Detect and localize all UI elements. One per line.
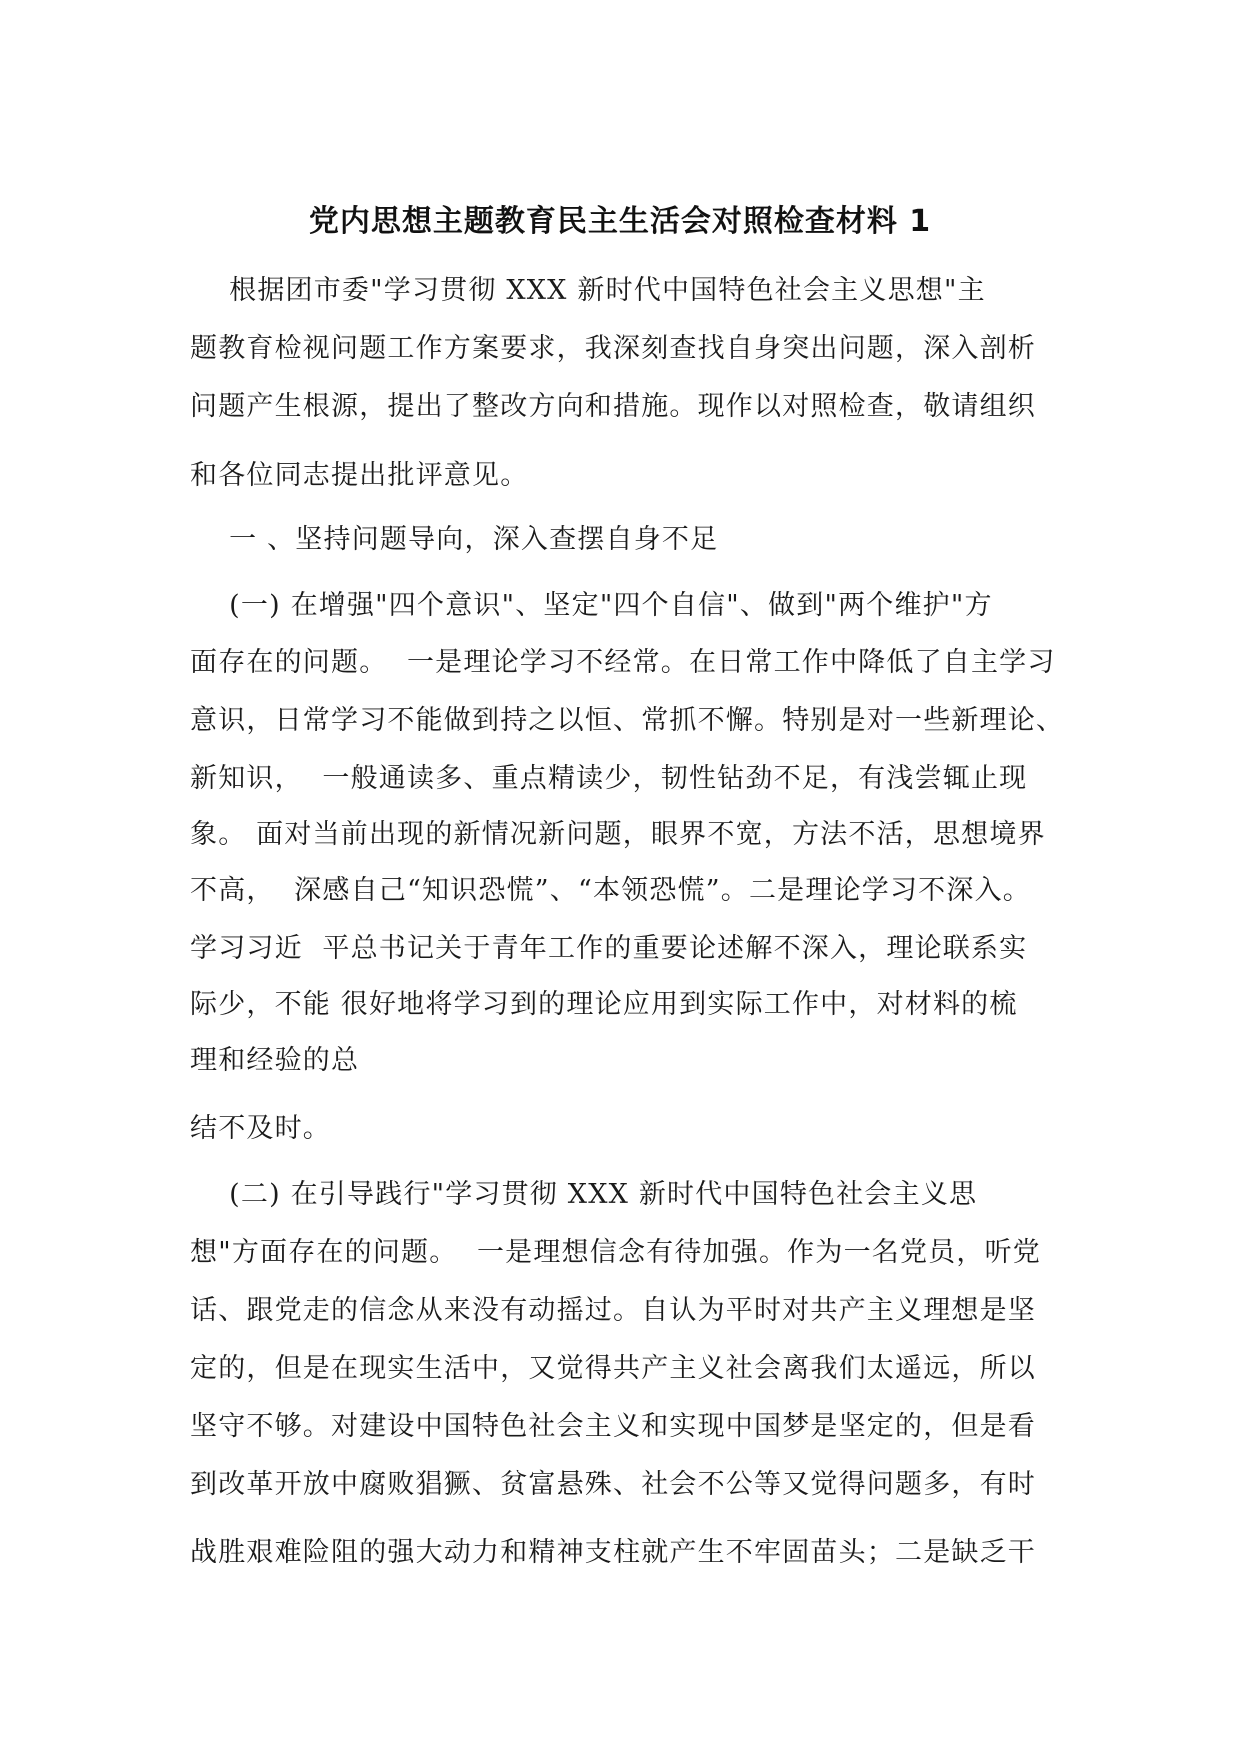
- text-line: 际少，不能 很好地将学习到的理论应用到实际工作中，对材料的梳: [190, 989, 1018, 1020]
- text-line: 到改革开放中腐败猖獗、贫富悬殊、社会不公等又觉得问题多，有时: [190, 1469, 1036, 1500]
- text-line: 学习习近 平总书记关于青年工作的重要论述解不深入，理论联系实: [190, 933, 1028, 964]
- text-line: 战胜艰难险阻的强大动力和精神支柱就产生不牢固苗头；二是缺乏干: [190, 1537, 1036, 1568]
- text-line: 坚守不够。对建设中国特色社会主义和实现中国梦是坚定的，但是看: [190, 1411, 1036, 1442]
- text-line: 定的，但是在现实生活中，又觉得共产主义社会离我们太遥远，所以: [190, 1353, 1036, 1384]
- text-line: 不高， 深感自己“知识恐慌”、“本领恐慌”。二是理论学习不深入。: [190, 875, 1031, 906]
- text-line: 结不及时。: [190, 1113, 331, 1144]
- text-line: 问题产生根源，提出了整改方向和措施。现作以对照检查，敬请组织: [190, 391, 1036, 422]
- document-title: 党内思想主题教育民主生活会对照检查材料 1: [308, 204, 932, 239]
- text-line: 意识，日常学习不能做到持之以恒、常抓不懈。特别是对一些新理论、: [190, 705, 1065, 736]
- text-line: 题教育检视问题工作方案要求，我深刻查找自身突出问题，深入剖析: [190, 333, 1036, 364]
- text-line: 象。 面对当前出现的新情况新问题，眼界不宽，方法不活，思想境界: [190, 819, 1046, 850]
- text-line: 根据团市委"学习贯彻 XXX 新时代中国特色社会主义思想"主: [190, 275, 986, 306]
- subsection-heading: (二) 在引导践行"学习贯彻 XXX 新时代中国特色社会主义思: [190, 1179, 978, 1210]
- section-heading: 一 、坚持问题导向，深入查摆自身不足: [190, 524, 719, 555]
- text-line: 新知识， 一般通读多、重点精读少，韧性钻劲不足，有浅尝辄止现: [190, 763, 1028, 794]
- text-line: 和各位同志提出批评意见。: [190, 460, 529, 491]
- text-line: 面存在的问题。 一是理论学习不经常。在日常工作中降低了自主学习: [190, 647, 1056, 678]
- text-line: 理和经验的总: [190, 1045, 360, 1076]
- text-line: 想"方面存在的问题。 一是理想信念有待加强。作为一名党员，听党: [190, 1237, 1041, 1268]
- subsection-heading: (一) 在增强"四个意识"、坚定"四个自信"、做到"两个维护"方: [190, 590, 993, 621]
- text-line: 话、跟党走的信念从来没有动摇过。自认为平时对共产主义理想是坚: [190, 1295, 1036, 1326]
